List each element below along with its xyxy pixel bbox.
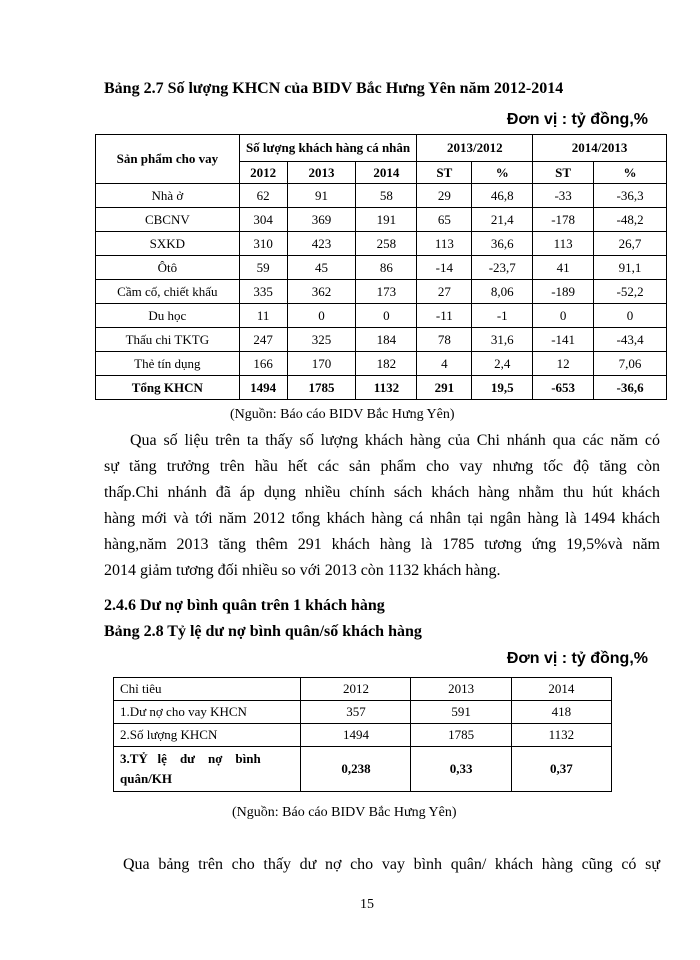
table-row-total [96,376,667,400]
cell-st-2: -178 [533,208,594,232]
header-2014: 2014 [511,678,611,701]
table1-title: Bảng 2.7 Số lượng KHCN của BIDV Bắc Hưng Yên năm 2012-2014 [104,80,564,97]
cell-pct-2: 7,06 [594,352,667,376]
table1-unit: Đơn vị : tỷ đồng,% [506,111,648,128]
table-row [114,724,612,747]
cell-st-1: -11 [417,304,472,328]
cell-st-1: -14 [417,256,472,280]
cell-st-2: -189 [533,280,594,304]
header-2012: 2012 [301,678,411,701]
header-st-1: ST [417,162,472,184]
cell-2013: 369 [287,208,356,232]
cell-2013: 423 [287,232,356,256]
cell-st-2: 12 [533,352,594,376]
paragraph-2 [123,852,660,878]
cell-pct-2: -36,6 [594,376,667,400]
cell-name: Cầm cố, chiết khấu [96,280,240,304]
cell-2014: 191 [356,208,417,232]
cell-2012: 0,238 [301,747,411,792]
cell-st-2: 113 [533,232,594,256]
table-row [96,232,667,256]
cell-st-2: -33 [533,184,594,208]
cell-pct-1: -23,7 [472,256,533,280]
cell-2012: 62 [239,184,287,208]
cell-2012: 166 [239,352,287,376]
table-row [96,256,667,280]
table-row [96,352,667,376]
header-pct-2: % [594,162,667,184]
cell-2014: 258 [356,232,417,256]
cell-st-1: 27 [417,280,472,304]
header-product: Sản phẩm cho vay [96,135,240,184]
section-heading: 2.4.6 Dư nợ bình quân trên 1 khách hàng [104,597,385,614]
cell-2013: 45 [287,256,356,280]
cell-2013: 591 [411,701,511,724]
paragraph-1-line: 2014 giảm tương đối nhiều so với 2013 còn 1132 khách hàng. [104,562,501,579]
paragraph-1-line: hàng mới và tới năm 2012 tổng khách hàng cá nhân tại ngân hàng là 1494 khách [104,510,660,527]
cell-st-1: 4 [417,352,472,376]
cell-2013: 170 [287,352,356,376]
header-2013-2012: 2013/2012 [417,135,533,162]
cell-pct-1: 2,4 [472,352,533,376]
table-row [96,208,667,232]
header-2013: 2013 [411,678,511,701]
cell-name: CBCNV [96,208,240,232]
cell-pct-2: -52,2 [594,280,667,304]
page-number: 15 [360,897,374,912]
cell-st-1: 113 [417,232,472,256]
cell-pct-1: 8,06 [472,280,533,304]
cell-pct-1: 31,6 [472,328,533,352]
cell-2012: 11 [239,304,287,328]
cell-name: Thẻ tín dụng [96,352,240,376]
paragraph-1-line: Qua số liệu trên ta thấy số lượng khách hàng của Chi nhánh qua các năm có [130,432,660,449]
table2-unit: Đơn vị : tỷ đồng,% [506,650,648,667]
table-row [114,701,612,724]
cell-2014: 1132 [511,724,611,747]
cell-2012: 304 [239,208,287,232]
cell-pct-1: 36,6 [472,232,533,256]
cell-2012: 1494 [301,724,411,747]
cell-label: 2.Số lượng KHCN [114,724,301,747]
header-label: Chỉ tiêu [114,678,301,701]
cell-2014: 418 [511,701,611,724]
cell-label [114,747,301,792]
cell-name: Tổng KHCN [96,376,240,400]
cell-2013: 1785 [411,724,511,747]
table2-source: (Nguồn: Báo cáo BIDV Bắc Hưng Yên) [232,805,457,820]
cell-pct-2: 26,7 [594,232,667,256]
table-row-ratio [114,747,612,792]
cell-2014: 184 [356,328,417,352]
cell-2014: 86 [356,256,417,280]
cell-name: Thấu chi TKTG [96,328,240,352]
cell-name: Du học [96,304,240,328]
table-row [96,280,667,304]
cell-2013: 91 [287,184,356,208]
cell-st-2: 41 [533,256,594,280]
header-2014-2013: 2014/2013 [533,135,667,162]
cell-st-2: -141 [533,328,594,352]
header-pct-1: % [472,162,533,184]
cell-pct-2: 91,1 [594,256,667,280]
cell-2012: 59 [239,256,287,280]
cell-pct-2: 0 [594,304,667,328]
cell-2012: 357 [301,701,411,724]
cell-label: 1.Dư nợ cho vay KHCN [114,701,301,724]
paragraph-1-line: thấp.Chi nhánh đã áp dụng nhiều chính sách khách hàng nhằm thu hút khách [104,484,660,501]
cell-pct-1: 19,5 [472,376,533,400]
paragraph-1 [104,428,660,584]
cell-2013: 325 [287,328,356,352]
cell-2012: 247 [239,328,287,352]
customer-count-table [95,134,667,400]
cell-2014: 1132 [356,376,417,400]
cell-2014: 58 [356,184,417,208]
cell-st-1: 291 [417,376,472,400]
header-2012: 2012 [239,162,287,184]
header-2013: 2013 [287,162,356,184]
paragraph-2-line: Qua bảng trên cho thấy dư nợ cho vay bình quân/ khách hàng cũng có sự [123,856,660,873]
cell-pct-2: -43,4 [594,328,667,352]
cell-st-1: 78 [417,328,472,352]
cell-2013: 362 [287,280,356,304]
cell-pct-1: -1 [472,304,533,328]
cell-2013: 0,33 [411,747,511,792]
cell-2014: 0,37 [511,747,611,792]
paragraph-1-line: sự tăng trưởng trên hầu hết các sản phẩm cho vay nhưng tốc độ tăng còn [104,458,660,475]
cell-name: SXKD [96,232,240,256]
cell-st-2: 0 [533,304,594,328]
cell-pct-1: 46,8 [472,184,533,208]
cell-2014: 182 [356,352,417,376]
cell-2012: 310 [239,232,287,256]
header-2014: 2014 [356,162,417,184]
cell-name: Nhà ở [96,184,240,208]
cell-2012: 1494 [239,376,287,400]
table-row [96,304,667,328]
header-st-2: ST [533,162,594,184]
paragraph-1-line: hàng,năm 2013 tăng thêm 291 khách hàng là 1785 tương ứng 19,5%và năm [104,536,660,553]
table-row [96,328,667,352]
cell-pct-1: 21,4 [472,208,533,232]
cell-2012: 335 [239,280,287,304]
ratio-label-line1: 3.TỶ lệ dư nợ bình [120,751,261,766]
cell-2014: 0 [356,304,417,328]
cell-st-1: 29 [417,184,472,208]
table2-title: Bảng 2.8 Tỷ lệ dư nợ bình quân/số khách hàng [104,623,422,640]
table1-source: (Nguồn: Báo cáo BIDV Bắc Hưng Yên) [230,407,455,422]
header-customer-count: Số lượng khách hàng cá nhân [239,135,417,162]
table-row [96,184,667,208]
cell-2013: 1785 [287,376,356,400]
cell-2013: 0 [287,304,356,328]
loan-ratio-table [113,677,612,792]
cell-pct-2: -36,3 [594,184,667,208]
cell-pct-2: -48,2 [594,208,667,232]
ratio-label-line2: quân/KH [120,771,173,786]
cell-st-1: 65 [417,208,472,232]
cell-st-2: -653 [533,376,594,400]
cell-name: Ôtô [96,256,240,280]
cell-2014: 173 [356,280,417,304]
